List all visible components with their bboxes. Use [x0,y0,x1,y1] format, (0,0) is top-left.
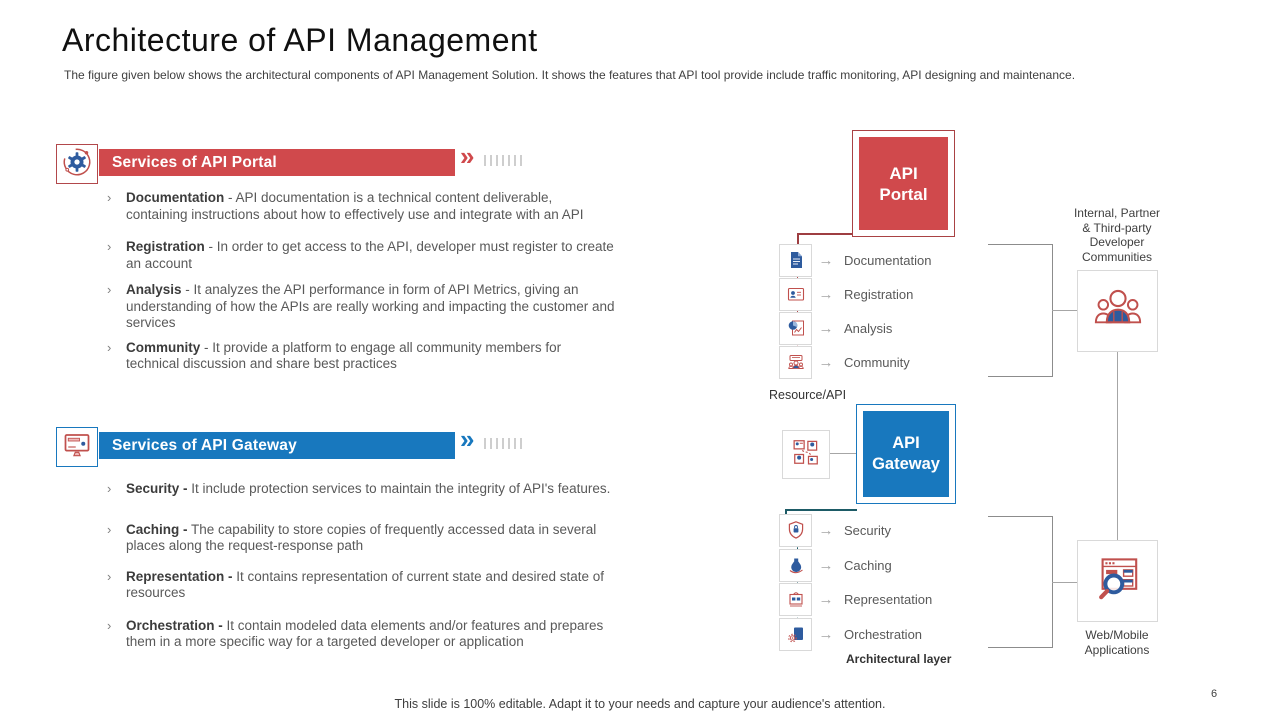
list-item [107,481,615,498]
architectural-layer-label: Architectural layer [846,652,952,666]
arrow-icon: → [818,590,834,608]
item-term: Registration [126,239,205,254]
api-portal-label: Portal [879,184,928,204]
gear-icon [62,147,92,182]
browser-magnifier-icon [1090,551,1146,612]
webmobile-box [1077,540,1158,622]
gateway-section-heading: Services of API Gateway [112,436,297,454]
arrow-icon: → [818,625,834,643]
list-item [107,522,615,555]
feature-label: Community [844,354,910,370]
resource-icon-box [782,430,830,479]
diagram-row-security [779,513,891,547]
document-icon [779,244,812,277]
gateway-bars-decoration [484,438,525,449]
resource-connector-line [828,453,856,454]
gateway-bracket [988,516,1053,648]
bullet-icon: › [107,239,112,254]
gateway-section-banner [99,432,455,459]
footer-note: This slide is 100% editable. Adapt it to your needs and capture your audience's attention. [394,697,886,711]
page-title: Architecture of API Management [62,22,538,58]
bracket-to-webmobile-line [1052,582,1077,583]
gateway-feature-list [107,481,615,651]
item-desc: - API documentation is a technical content deliverable, containing instructions about how to effectively use and integrate with an API [126,190,584,222]
feature-label: Documentation [844,252,932,268]
arrow-icon: → [818,285,834,303]
list-item [107,282,615,332]
bullet-icon: › [107,617,112,633]
api-gateway-label: Gateway [872,455,940,473]
api-gateway-label: API [892,434,920,452]
feature-label: Representation [844,591,933,607]
list-item [107,618,615,651]
feature-label: Registration [844,286,914,302]
arrow-icon: → [818,521,834,539]
diagram-row-analysis [779,311,892,345]
item-term: Representation - [126,568,233,584]
registration-icon [779,278,812,311]
list-item [107,190,615,223]
orchestration-gear-icon [779,618,812,651]
resource-api-label: Resource/API [769,388,847,402]
portal-section-heading: Services of API Portal [112,153,277,171]
bullet-icon: › [107,521,112,537]
community-icon [779,346,812,379]
arrow-icon: → [818,251,834,269]
arrow-icon: → [818,556,834,574]
resource-flow-icon [791,437,821,472]
diagram-row-representation [779,582,932,616]
arrow-icon: → [818,353,834,371]
list-item [107,239,615,272]
feature-label: Analysis [844,320,893,336]
portal-feature-list [107,190,615,373]
bullet-icon: › [107,339,112,355]
api-portal-label: API [889,163,918,183]
item-term: Community [126,339,201,355]
communities-box [1077,270,1158,352]
api-gateway-node [856,404,956,504]
monitor-icon [62,430,92,465]
portal-bracket [988,244,1053,377]
shield-lock-icon [779,514,812,547]
gift-box-icon [779,583,812,616]
portal-header-icon-box [56,144,98,184]
bullet-icon: › [107,481,112,496]
feature-label: Orchestration [844,626,923,642]
people-group-icon [1090,281,1146,342]
item-term: Security - [126,481,188,496]
portal-section-banner [99,149,455,176]
item-desc: - It provide a platform to engage all community members for technical discussion and share best practices [126,339,562,371]
feature-label: Security [844,522,891,538]
item-desc: The capability to store copies of frequently accessed data in several places along the request-response path [126,521,597,553]
item-term: Analysis [126,282,182,297]
item-desc: It contain modeled data elements and/or features and prepares them in a more specific way for a targeted developer or application [126,617,604,649]
api-portal-node [852,130,955,237]
money-bag-icon [779,549,812,582]
diagram-row-orchestration [779,617,922,651]
analysis-icon [779,312,812,345]
gateway-connector-line [785,509,857,511]
item-term: Documentation [126,190,225,205]
item-desc: - It analyzes the API performance in form of API Metrics, giving an understanding of how the APIs are really working and impacting the customer and services [126,282,615,330]
bullet-icon: › [107,568,112,584]
bullet-icon: › [107,190,112,205]
diagram-row-community [779,345,910,379]
item-term: Caching - [126,521,188,537]
item-desc: It contains representation of current state and desired state of resources [126,568,605,600]
webmobile-label: Web/Mobile Applications [1084,628,1150,657]
diagram-row-registration [779,277,913,311]
portal-connector-line [797,233,853,235]
item-desc: - In order to get access to the API, developer must register to create an account [126,239,614,271]
diagram-row-caching [779,548,892,582]
gateway-header-icon-box [56,427,98,467]
bracket-to-communities-line [1052,310,1077,311]
arrow-icon: → [818,319,834,337]
page-number: 6 [1211,688,1218,700]
item-term: Orchestration - [126,617,223,633]
list-item [107,569,615,602]
bullet-icon: › [107,282,112,297]
communities-to-webmobile-line [1117,352,1118,540]
diagram-row-documentation [779,243,931,277]
feature-label: Caching [844,557,892,573]
portal-chevron-decoration: » [460,141,473,171]
page-subtitle: The figure given below shows the architectural components of API Management Solution. It shows the features that API tool provide include traffic monitoring, API designing and maintenance. [64,68,1076,82]
list-item [107,340,615,373]
gateway-chevron-decoration: » [460,424,473,454]
item-desc: It include protection services to maintain the integrity of API's features. [191,481,611,496]
communities-label: Internal, Partner & Third-party Developer Communities [1073,206,1161,264]
portal-bars-decoration [484,155,525,166]
